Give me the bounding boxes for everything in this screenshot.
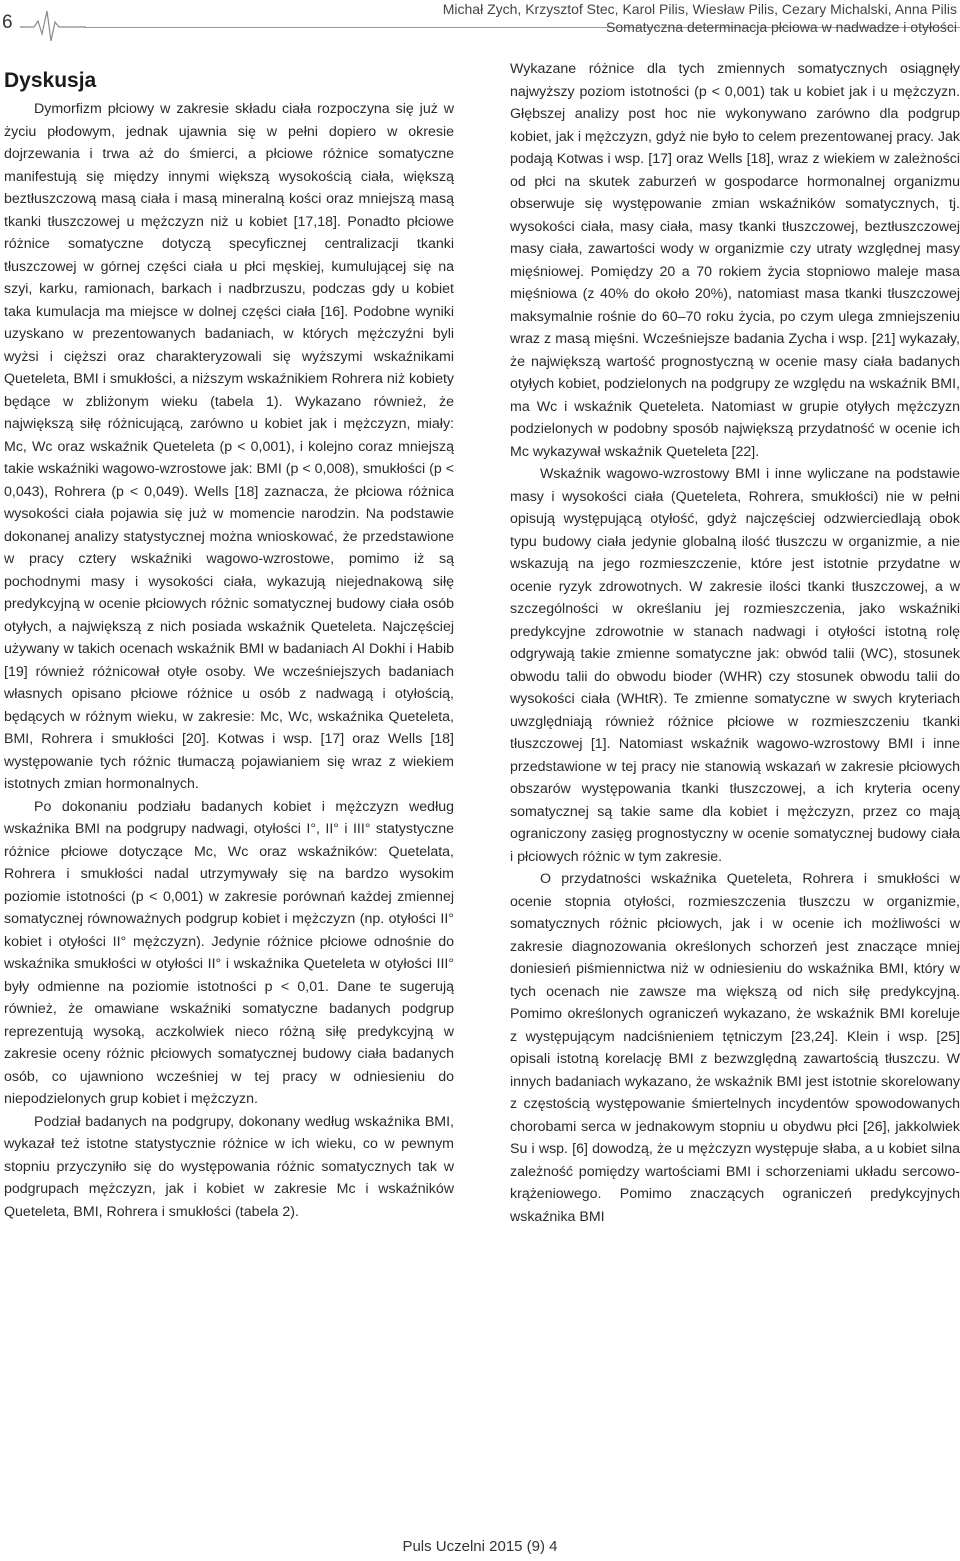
right-column bbox=[510, 58, 960, 1228]
page-number: 6 bbox=[2, 12, 13, 33]
footer-journal: Puls Uczelni 2015 (9) 4 bbox=[402, 1538, 558, 1555]
paragraph: O przydatności wskaźnika Queteleta, Rohrera i smukłości w ocenie stopnia otyłości, rozmieszczenia tłuszczu w organizmie, somatycznych różnic płciowych, jak i w ocenie ich możliwości w zakresie diagnozowania określonych schorzeń jest znaczące mniej doniesień piśmiennictwa niż w odniesieniu do wskaźnika BMI, który w tych ocenach nie zawsze ma większą od nich siłę predykcyjną. Pomimo określonych ograniczeń wykazano, że wskaźnik BMI koreluje z występującym nadciśnieniem tętniczym [23,24]. Klein i wsp. [25] opisali istotną korelację BMI z bezwzględną zawartością tłuszczu. W innych badaniach wykazano, że wskaźnik BMI jest istotnie skorelowany z częstością występowanie śmiertelnych incydentów spowodowanych chorobami serca w jednakowym stopniu u obydwu płci [26], jakkolwiek Su i wsp. [6] dowodzą, że u mężczyzn występuje słaba, a u kobiet silna zależność pomiędzy wartościami BMI i schorzeniami układu sercowo-krążeniowego. Pomimo znaczących ograniczeń predykcyjnych wskaźnika BMI bbox=[510, 871, 960, 1225]
heartbeat-icon bbox=[20, 8, 86, 44]
left-column bbox=[4, 58, 454, 1223]
paragraph: Po dokonaniu podziału badanych kobiet i mężczyzn według wskaźnika BMI na podgrupy nadwagi, otyłości I°, II° i III° statystyczne różnice płciowe dotyczące Mc, Wc oraz wskaźników: Quetelata, Rohrera i smukłości nadal utrzymywały się na bardzo wysokim poziomie istotności (p < 0,001) w zakresie porównań każdej zmiennej somatycznej równoważnych podgrup kobiet i mężczyzn (np. otyłości II° kobiet i otyłości II° mężczyzn). Jedynie różnice płciowe odnośnie do wskaźnika smukłości w otyłości II° i wskaźnika Queteleta w otyłości III° były odmienne na poziomie istotności p < 0,01. Dane te sugerują również, że omawiane wskaźniki somatyczne badanych podgrup reprezentują wysoką, aczkolwiek nieco różną siłę predykcyjną w zakresie oceny różnic płciowych somatycznej budowy ciała badanych osób, co ujawniono wcześniej w tej pracy w odniesieniu do niepodzielonych grup kobiet i mężczyzn. bbox=[4, 798, 454, 1107]
header-authors: Michał Zych, Krzysztof Stec, Karol Pilis, Wiesław Pilis, Cezary Michalski, Anna Pilis bbox=[442, 1, 957, 17]
running-header bbox=[0, 0, 960, 60]
header-title: Somatyczna determinacja płciowa w nadwadze i otyłości bbox=[606, 19, 957, 35]
paragraph: Wskaźnik wagowo-wzrostowy BMI i inne wyliczane na podstawie masy i wysokości ciała (Queteleta, Rohrera, smukłości) nie w pełni opisują występującą otyłość, gdyż najczęściej odzwierciedlają obok typu budowy ciała jedynie globalną ilość tłuszczu w organizmie, a nie wskazują na jego rozmieszczenie, które jest istotnie przydatne w ocenie ryzyk zdrowotnych. W zakresie ilości tkanki tłuszczowej, a w szczególności w określaniu jej rozmieszczenia, jako wskaźniki predykcyjne zdrowotnie w stanach nadwagi i otyłości istotną rolę odgrywają takie zmienne somatyczne jak: obwód talii (WC), stosunek obwodu talii do obwodu bioder (WHR) czy stosunek obwodu talii do wysokości ciała (WHtR). Te zmienne somatyczne w swych kryteriach uwzględniają również różnice płciowe w rozmieszczeniu tkanki tłuszczowej [1]. Natomiast wskaźnik wagowo-wzrostowy BMI i inne przedstawione w tej pracy nie stanowią wskazań w zakresie płciowych obszarów występowania tkanki tłuszczowej, a ich kryteria oceny somatycznej są takie same dla kobiet i mężczyzn, przez co mają ograniczony zasięg prognostyczny w ocenie somatycznej budowy ciała i płciowych różnic w tym zakresie. bbox=[510, 466, 960, 865]
section-heading: Dyskusja bbox=[4, 69, 97, 92]
header-text bbox=[443, 0, 957, 36]
paragraph: Podział badanych na podgrupy, dokonany według wskaźnika BMI, wykazał też istotne statystycznie różnice w ich wieku, co w pewnym stopniu przyczyniło się do występowania różnic somatycznych tak w podgrupach mężczyzn, jak i kobiet w zakresie Mc i wskaźników Queteleta, BMI, Rohrera i smukłości (tabela 2). bbox=[4, 1113, 454, 1220]
paragraph: Wykazane różnice dla tych zmiennych somatycznych osiągnęły najwyższy poziom istotności (p < 0,001) tak u kobiet jak i u mężczyzn. Głębszej analizy post hoc nie wykonywano zarówno dla podgrup kobiet, jak i mężczyzn, gdyż nie było to celem prezentowanej pracy. Jak podają Kotwas i wsp. [17] oraz Wells [18], wraz z wiekiem w zależności od płci na skutek zaburzeń w gospodarce hormonalnej organizmu obserwuje się występowanie zmian wskaźników somatycznych, tj. wysokości ciała, masy ciała, masy tkanki tłuszczowej, beztłuszczowej masy ciała, zawartości wody w organizmie czy utraty względnej masy mięśniowej. Pomiędzy 20 a 70 rokiem życia stopniowo maleje masa mięśniowa (z 40% do około 20%), natomiast masa tkanki tłuszczowej maksymalnie rośnie do 60–70 roku życia, po czym ulega zmniejszeniu wraz z masą mięśni. Wcześniejsze badania Zycha i wsp. [21] wykazały, że największą wartość prognostyczną w ocenie masy ciała badanych otyłych kobiet, podzielonych na podgrupy ze względu na wskaźnik BMI, ma Wc i wskaźnik Queteleta. Natomiast w grupie otyłych mężczyzn podzielonych w podobny sposób największą przydatność w ocenie ich Mc wykazywał wskaźnik Queteleta [22]. bbox=[510, 61, 960, 460]
paragraph: Dymorfizm płciowy w zakresie składu ciała rozpoczyna się już w życiu płodowym, jednak ujawnia się w pełni dopiero w okresie dojrzewania i trwa aż do śmierci, a płciowe różnice somatyczne manifestują się między innymi większą wysokością ciała, większą beztłuszczową masą ciała i masą mineralną kości oraz mniejszą masą tkanki tłuszczowej u mężczyzn niż u kobiet [17,18]. Ponadto płciowe różnice somatyczne dotyczą specyficznej centralizacji tkanki tłuszczowej w górnej części ciała u płci męskiej, kumulującej się na szyi, karku, ramionach, barkach i nadbrzuszu, podczas gdy u kobiet taka kumulacja ma miejsce w dolnej części ciała [16]. Podobne wyniki uzyskano w prezentowanych badaniach, w których mężczyźni byli wyżsi i cięższi oraz charakteryzowali się wyższymi wskaźnikami Queteleta, BMI i smukłości, a niższym wskaźnikiem Rohrera niż kobiety będące w zbliżonym wieku (tabela 1). Wykazano również, że największą siłę różnicującą, zarówno u kobiet jak i mężczyzn, miały: Mc, Wc oraz wskaźnik Queteleta (p < 0,001), i kolejno coraz mniejszą takie wskaźniki wagowo-wzrostowe jak: BMI (p < 0,008), smukłości (p < 0,043), Rohrera (p < 0,049). Wells [18] zaznacza, że płciowa różnica wysokości ciała pojawia się już w momencie narodzin. Na podstawie dokonanej analizy statystycznej można wnioskować, że przedstawione w pracy cztery wskaźniki wagowo-wzrostowe, pomimo iż są pochodnymi masy i wysokości ciała, wykazują niejednakową siłę predykcyjną w ocenie płciowych różnic somatycznej budowy ciała osób otyłych, a największą z nich posiada wskaźnik Queteleta. Najczęściej używany w takich ocenach wskaźnik BMI w badaniach Al Dokhi i Habib [19] również różnicował otyłe osoby. We wcześniejszych badaniach własnych opisano płciowe różnice u osób z nadwagą i otyłością, będących w różnym wieku, w zakresie: Mc, Wc, wskaźnika Queteleta, BMI, Rohrera i smukłości [20]. Kotwas i wsp. [17] oraz Wells [18] występowanie tych różnic tłumaczą pojawianiem się wraz z wiekiem istotnych zmian hormonalnych. bbox=[4, 101, 454, 792]
